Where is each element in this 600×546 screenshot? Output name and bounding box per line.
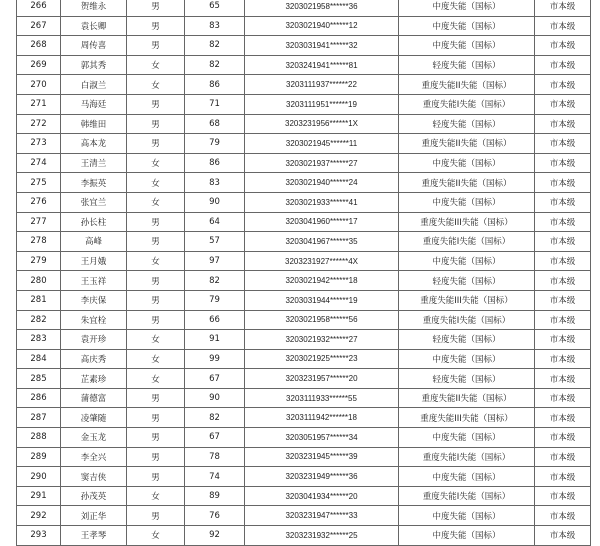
name-cell: 高本龙 bbox=[61, 134, 127, 154]
table-row bbox=[17, 290, 591, 310]
area-cell: 市本级 bbox=[535, 251, 591, 271]
gender-cell: 男 bbox=[127, 114, 185, 134]
name-cell: 刘正华 bbox=[61, 506, 127, 526]
row-number-cell: 269 bbox=[17, 55, 61, 75]
id-number-cell: 3203031941******32 bbox=[245, 36, 399, 56]
age-cell: 83 bbox=[185, 173, 245, 193]
area-cell: 市本级 bbox=[535, 55, 591, 75]
gender-cell: 女 bbox=[127, 369, 185, 389]
area-cell: 市本级 bbox=[535, 271, 591, 291]
age-cell: 71 bbox=[185, 94, 245, 114]
area-cell: 市本级 bbox=[535, 428, 591, 448]
name-cell: 李振英 bbox=[61, 173, 127, 193]
name-cell: 孙茂英 bbox=[61, 486, 127, 506]
area-cell: 市本级 bbox=[535, 153, 591, 173]
name-cell: 王孝琴 bbox=[61, 526, 127, 546]
table-row bbox=[17, 134, 591, 154]
age-cell: 76 bbox=[185, 506, 245, 526]
row-number-cell: 272 bbox=[17, 114, 61, 134]
gender-cell: 男 bbox=[127, 16, 185, 36]
disability-level-cell: 重度失能II失能（国标） bbox=[399, 173, 535, 193]
area-cell: 市本级 bbox=[535, 349, 591, 369]
disability-level-cell: 中度失能（国标） bbox=[399, 192, 535, 212]
area-cell: 市本级 bbox=[535, 447, 591, 467]
table-row bbox=[17, 271, 591, 291]
disability-level-cell: 重度失能II失能（国标） bbox=[399, 388, 535, 408]
gender-cell: 男 bbox=[127, 310, 185, 330]
age-cell: 68 bbox=[185, 114, 245, 134]
row-number-cell: 270 bbox=[17, 75, 61, 95]
table-row bbox=[17, 310, 591, 330]
gender-cell: 男 bbox=[127, 290, 185, 310]
name-cell: 袁长卿 bbox=[61, 16, 127, 36]
row-number-cell: 278 bbox=[17, 232, 61, 252]
name-cell: 金玉龙 bbox=[61, 428, 127, 448]
age-cell: 66 bbox=[185, 310, 245, 330]
area-cell: 市本级 bbox=[535, 16, 591, 36]
id-number-cell: 3203231956******1X bbox=[245, 114, 399, 134]
disability-level-cell: 中度失能（国标） bbox=[399, 36, 535, 56]
table-row bbox=[17, 467, 591, 487]
table-row bbox=[17, 486, 591, 506]
disability-level-cell: 中度失能（国标） bbox=[399, 428, 535, 448]
table-row bbox=[17, 428, 591, 448]
table-row bbox=[17, 330, 591, 350]
age-cell: 65 bbox=[185, 0, 245, 16]
gender-cell: 女 bbox=[127, 173, 185, 193]
age-cell: 99 bbox=[185, 349, 245, 369]
area-cell: 市本级 bbox=[535, 310, 591, 330]
id-number-cell: 3203111942******18 bbox=[245, 408, 399, 428]
row-number-cell: 275 bbox=[17, 173, 61, 193]
name-cell: 高庆秀 bbox=[61, 349, 127, 369]
disability-level-cell: 重度失能I失能（国标） bbox=[399, 232, 535, 252]
gender-cell: 男 bbox=[127, 36, 185, 56]
age-cell: 57 bbox=[185, 232, 245, 252]
age-cell: 83 bbox=[185, 16, 245, 36]
row-number-cell: 285 bbox=[17, 369, 61, 389]
disability-level-cell: 中度失能（国标） bbox=[399, 16, 535, 36]
id-number-cell: 3203111933******55 bbox=[245, 388, 399, 408]
table-row bbox=[17, 447, 591, 467]
age-cell: 86 bbox=[185, 75, 245, 95]
row-number-cell: 273 bbox=[17, 134, 61, 154]
disability-level-cell: 重度失能I失能（国标） bbox=[399, 486, 535, 506]
row-number-cell: 279 bbox=[17, 251, 61, 271]
row-number-cell: 283 bbox=[17, 330, 61, 350]
row-number-cell: 284 bbox=[17, 349, 61, 369]
name-cell: 朱宜栓 bbox=[61, 310, 127, 330]
id-number-cell: 3203051957******34 bbox=[245, 428, 399, 448]
age-cell: 82 bbox=[185, 55, 245, 75]
table-row bbox=[17, 94, 591, 114]
id-number-cell: 3203231947******33 bbox=[245, 506, 399, 526]
name-cell: 王月娥 bbox=[61, 251, 127, 271]
area-cell: 市本级 bbox=[535, 173, 591, 193]
id-number-cell: 3203021937******27 bbox=[245, 153, 399, 173]
id-number-cell: 3203021945******11 bbox=[245, 134, 399, 154]
table-row bbox=[17, 349, 591, 369]
row-number-cell: 291 bbox=[17, 486, 61, 506]
table-row bbox=[17, 506, 591, 526]
id-number-cell: 3203031944******19 bbox=[245, 290, 399, 310]
row-number-cell: 290 bbox=[17, 467, 61, 487]
id-number-cell: 3203231957******20 bbox=[245, 369, 399, 389]
area-cell: 市本级 bbox=[535, 114, 591, 134]
disability-level-cell: 中度失能（国标） bbox=[399, 153, 535, 173]
id-number-cell: 3203021933******41 bbox=[245, 192, 399, 212]
disability-level-cell: 重度失能II失能（国标） bbox=[399, 134, 535, 154]
name-cell: 白淑兰 bbox=[61, 75, 127, 95]
area-cell: 市本级 bbox=[535, 506, 591, 526]
disability-level-cell: 中度失能（国标） bbox=[399, 526, 535, 546]
disability-level-cell: 重度失能II失能（国标） bbox=[399, 75, 535, 95]
id-number-cell: 3203021958******36 bbox=[245, 0, 399, 16]
row-number-cell: 268 bbox=[17, 36, 61, 56]
gender-cell: 女 bbox=[127, 192, 185, 212]
name-cell: 王玉祥 bbox=[61, 271, 127, 291]
age-cell: 92 bbox=[185, 526, 245, 546]
gender-cell: 女 bbox=[127, 349, 185, 369]
disability-level-cell: 轻度失能（国标） bbox=[399, 114, 535, 134]
id-number-cell: 3203231927******4X bbox=[245, 251, 399, 271]
age-cell: 91 bbox=[185, 330, 245, 350]
area-cell: 市本级 bbox=[535, 526, 591, 546]
gender-cell: 男 bbox=[127, 467, 185, 487]
id-number-cell: 3203231945******39 bbox=[245, 447, 399, 467]
name-cell: 袁开珍 bbox=[61, 330, 127, 350]
name-cell: 李全兴 bbox=[61, 447, 127, 467]
table-row bbox=[17, 388, 591, 408]
age-cell: 79 bbox=[185, 134, 245, 154]
area-cell: 市本级 bbox=[535, 212, 591, 232]
name-cell: 窦吉侠 bbox=[61, 467, 127, 487]
table-row bbox=[17, 114, 591, 134]
row-number-cell: 271 bbox=[17, 94, 61, 114]
id-number-cell: 3203231932******25 bbox=[245, 526, 399, 546]
name-cell: 蒲德富 bbox=[61, 388, 127, 408]
disability-level-cell: 重度失能III失能（国标） bbox=[399, 408, 535, 428]
row-number-cell: 292 bbox=[17, 506, 61, 526]
gender-cell: 男 bbox=[127, 271, 185, 291]
name-cell: 李庆保 bbox=[61, 290, 127, 310]
disability-level-cell: 轻度失能（国标） bbox=[399, 330, 535, 350]
age-cell: 90 bbox=[185, 192, 245, 212]
id-number-cell: 3203021940******24 bbox=[245, 173, 399, 193]
name-cell: 孙长柱 bbox=[61, 212, 127, 232]
gender-cell: 女 bbox=[127, 526, 185, 546]
age-cell: 82 bbox=[185, 271, 245, 291]
disability-level-cell: 中度失能（国标） bbox=[399, 251, 535, 271]
age-cell: 86 bbox=[185, 153, 245, 173]
age-cell: 67 bbox=[185, 369, 245, 389]
disability-level-cell: 轻度失能（国标） bbox=[399, 271, 535, 291]
table-row bbox=[17, 212, 591, 232]
gender-cell: 男 bbox=[127, 506, 185, 526]
row-number-cell: 277 bbox=[17, 212, 61, 232]
age-cell: 64 bbox=[185, 212, 245, 232]
age-cell: 74 bbox=[185, 467, 245, 487]
gender-cell: 男 bbox=[127, 388, 185, 408]
table-row bbox=[17, 526, 591, 546]
gender-cell: 女 bbox=[127, 486, 185, 506]
area-cell: 市本级 bbox=[535, 232, 591, 252]
id-number-cell: 3203021940******12 bbox=[245, 16, 399, 36]
gender-cell: 男 bbox=[127, 0, 185, 16]
disability-level-cell: 重度失能I失能（国标） bbox=[399, 310, 535, 330]
area-cell: 市本级 bbox=[535, 192, 591, 212]
row-number-cell: 293 bbox=[17, 526, 61, 546]
area-cell: 市本级 bbox=[535, 75, 591, 95]
table-row bbox=[17, 0, 591, 16]
table-row bbox=[17, 16, 591, 36]
row-number-cell: 276 bbox=[17, 192, 61, 212]
name-cell: 贺维永 bbox=[61, 0, 127, 16]
area-cell: 市本级 bbox=[535, 0, 591, 16]
gender-cell: 男 bbox=[127, 408, 185, 428]
row-number-cell: 281 bbox=[17, 290, 61, 310]
table-body bbox=[17, 0, 591, 545]
id-number-cell: 3203111951******19 bbox=[245, 94, 399, 114]
row-number-cell: 267 bbox=[17, 16, 61, 36]
disability-level-cell: 轻度失能（国标） bbox=[399, 369, 535, 389]
id-number-cell: 3203041967******35 bbox=[245, 232, 399, 252]
disability-level-cell: 中度失能（国标） bbox=[399, 506, 535, 526]
gender-cell: 男 bbox=[127, 94, 185, 114]
id-number-cell: 3203111937******22 bbox=[245, 75, 399, 95]
table-row bbox=[17, 369, 591, 389]
table-row bbox=[17, 173, 591, 193]
name-cell: 芷素珍 bbox=[61, 369, 127, 389]
id-number-cell: 3203021942******18 bbox=[245, 271, 399, 291]
area-cell: 市本级 bbox=[535, 290, 591, 310]
gender-cell: 女 bbox=[127, 153, 185, 173]
name-cell: 马海廷 bbox=[61, 94, 127, 114]
name-cell: 高峰 bbox=[61, 232, 127, 252]
id-number-cell: 3203041960******17 bbox=[245, 212, 399, 232]
table-row bbox=[17, 36, 591, 56]
id-number-cell: 3203241941******81 bbox=[245, 55, 399, 75]
id-number-cell: 3203021932******27 bbox=[245, 330, 399, 350]
row-number-cell: 287 bbox=[17, 408, 61, 428]
age-cell: 79 bbox=[185, 290, 245, 310]
row-number-cell: 286 bbox=[17, 388, 61, 408]
table-row bbox=[17, 153, 591, 173]
table-row bbox=[17, 251, 591, 271]
row-number-cell: 274 bbox=[17, 153, 61, 173]
name-cell: 张宜兰 bbox=[61, 192, 127, 212]
id-number-cell: 3203021958******56 bbox=[245, 310, 399, 330]
gender-cell: 男 bbox=[127, 447, 185, 467]
age-cell: 82 bbox=[185, 36, 245, 56]
disability-level-cell: 中度失能（国标） bbox=[399, 467, 535, 487]
area-cell: 市本级 bbox=[535, 486, 591, 506]
area-cell: 市本级 bbox=[535, 330, 591, 350]
id-number-cell: 3203021925******23 bbox=[245, 349, 399, 369]
age-cell: 89 bbox=[185, 486, 245, 506]
disability-roster-table bbox=[16, 0, 591, 546]
area-cell: 市本级 bbox=[535, 467, 591, 487]
age-cell: 90 bbox=[185, 388, 245, 408]
table-row bbox=[17, 408, 591, 428]
disability-level-cell: 中度失能（国标） bbox=[399, 349, 535, 369]
row-number-cell: 288 bbox=[17, 428, 61, 448]
name-cell: 郭其秀 bbox=[61, 55, 127, 75]
disability-level-cell: 轻度失能（国标） bbox=[399, 55, 535, 75]
id-number-cell: 3203041934******20 bbox=[245, 486, 399, 506]
disability-level-cell: 重度失能III失能（国标） bbox=[399, 212, 535, 232]
area-cell: 市本级 bbox=[535, 134, 591, 154]
disability-level-cell: 重度失能III失能（国标） bbox=[399, 290, 535, 310]
age-cell: 82 bbox=[185, 408, 245, 428]
row-number-cell: 266 bbox=[17, 0, 61, 16]
gender-cell: 女 bbox=[127, 75, 185, 95]
gender-cell: 女 bbox=[127, 330, 185, 350]
area-cell: 市本级 bbox=[535, 36, 591, 56]
disability-level-cell: 重度失能I失能（国标） bbox=[399, 94, 535, 114]
gender-cell: 男 bbox=[127, 212, 185, 232]
gender-cell: 男 bbox=[127, 232, 185, 252]
gender-cell: 男 bbox=[127, 134, 185, 154]
gender-cell: 男 bbox=[127, 428, 185, 448]
area-cell: 市本级 bbox=[535, 388, 591, 408]
area-cell: 市本级 bbox=[535, 369, 591, 389]
gender-cell: 女 bbox=[127, 55, 185, 75]
disability-level-cell: 中度失能（国标） bbox=[399, 0, 535, 16]
name-cell: 凌肇随 bbox=[61, 408, 127, 428]
area-cell: 市本级 bbox=[535, 408, 591, 428]
id-number-cell: 3203231949******36 bbox=[245, 467, 399, 487]
table-row bbox=[17, 55, 591, 75]
row-number-cell: 280 bbox=[17, 271, 61, 291]
area-cell: 市本级 bbox=[535, 94, 591, 114]
name-cell: 周传喜 bbox=[61, 36, 127, 56]
age-cell: 97 bbox=[185, 251, 245, 271]
row-number-cell: 289 bbox=[17, 447, 61, 467]
table-row bbox=[17, 75, 591, 95]
table-row bbox=[17, 192, 591, 212]
disability-level-cell: 重度失能I失能（国标） bbox=[399, 447, 535, 467]
gender-cell: 女 bbox=[127, 251, 185, 271]
age-cell: 67 bbox=[185, 428, 245, 448]
name-cell: 王清兰 bbox=[61, 153, 127, 173]
name-cell: 韩维田 bbox=[61, 114, 127, 134]
row-number-cell: 282 bbox=[17, 310, 61, 330]
age-cell: 78 bbox=[185, 447, 245, 467]
table-row bbox=[17, 232, 591, 252]
